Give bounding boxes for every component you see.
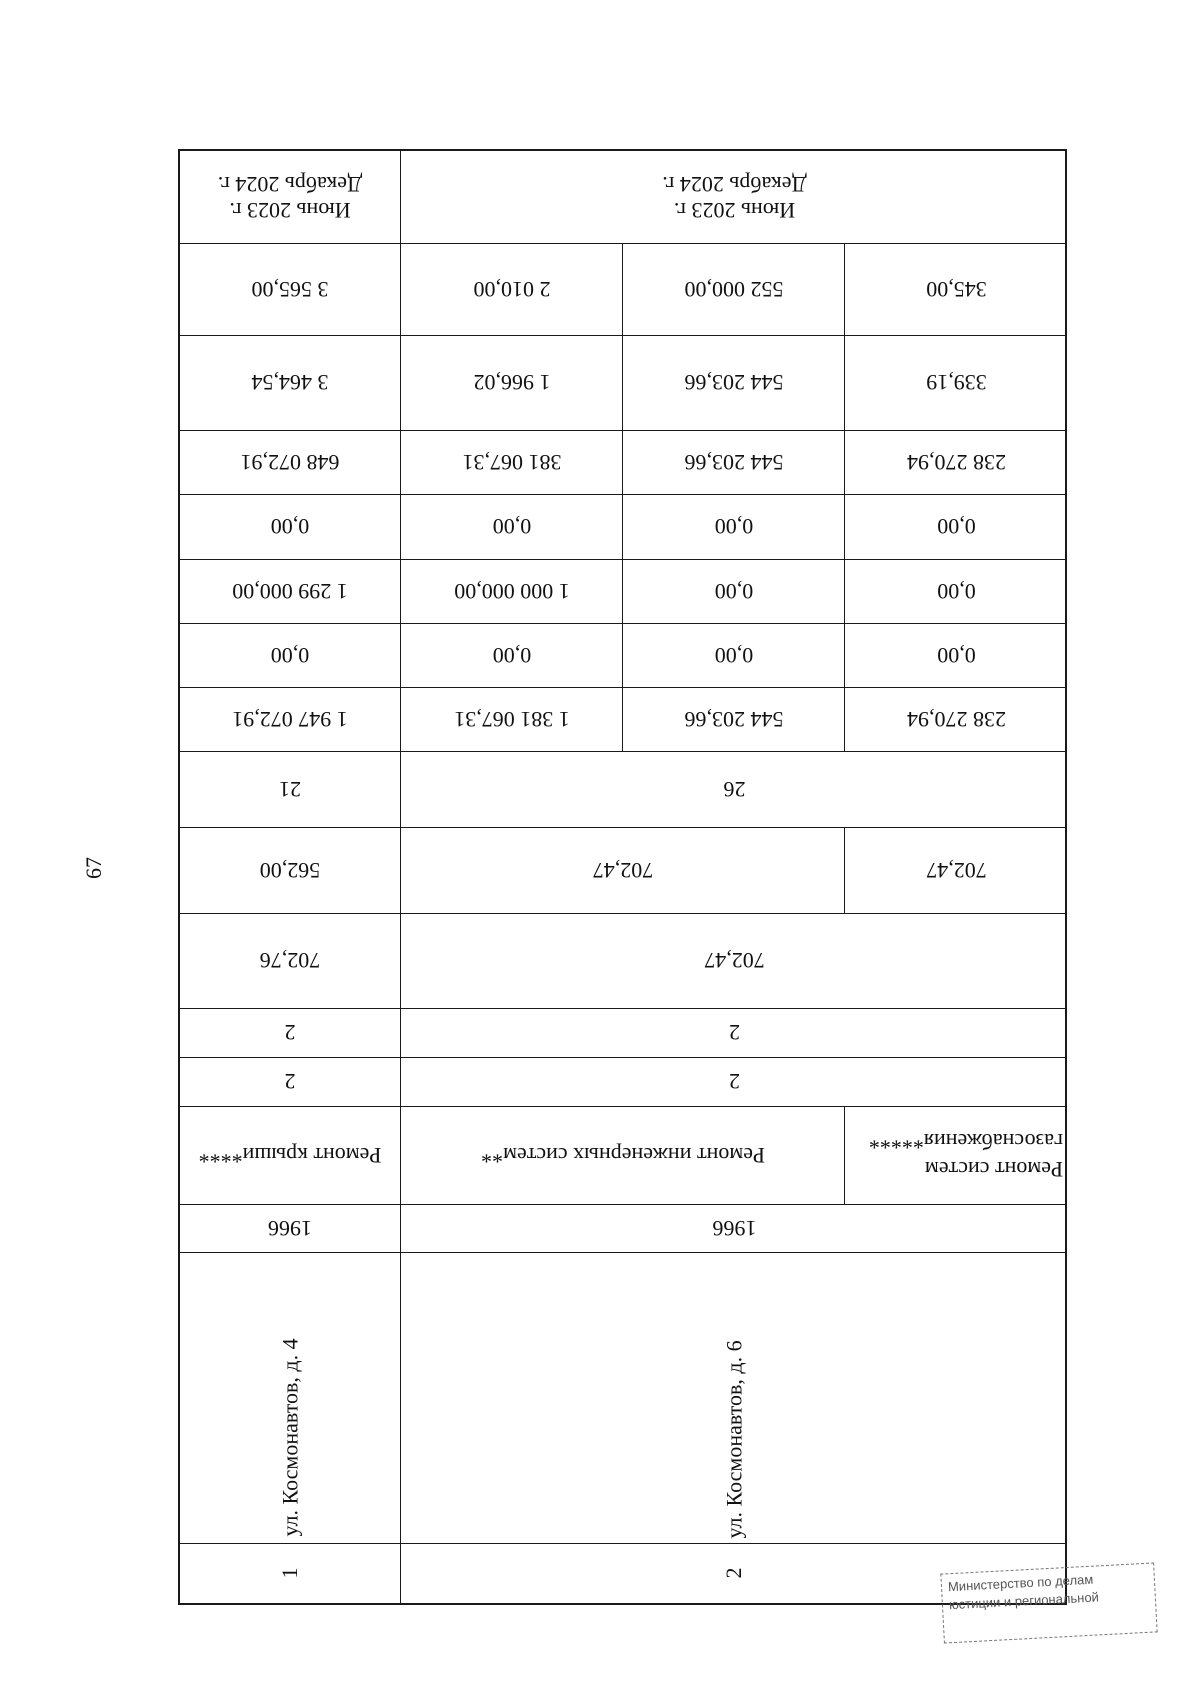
column-divider (844, 1106, 845, 1204)
work-type-cell: Ремонт инженерных систем** (481, 1143, 765, 1168)
value-cell: 339,19 (926, 370, 987, 396)
value-cell: 0,00 (492, 514, 532, 540)
work-type-cell: Ремонт систем газоснабжения***** (868, 1129, 1063, 1182)
value-cell: 21 (279, 777, 301, 802)
stamp-line: Министерство по делам (947, 1571, 1094, 1595)
value-cell: 1 000 000,00 (454, 579, 570, 604)
value-cell: 3 565,00 (251, 277, 329, 302)
value-cell: 1 966,02 (473, 370, 551, 396)
row-index-cell: 1 (277, 1567, 302, 1579)
value-cell: 648 072,91 (240, 450, 340, 475)
value-cell: 552 000,00 (684, 277, 784, 302)
value-cell: 544 203,66 (684, 450, 784, 475)
value-cell: 238 270,94 (907, 707, 1006, 732)
column-divider (622, 243, 623, 751)
column-divider (844, 243, 845, 751)
stamp-line: юстиции и региональной (948, 1589, 1100, 1613)
value-cell: 702,47 (592, 858, 654, 883)
value-cell: 0,00 (714, 579, 754, 604)
address-cell: ул. Космонавтов, д. 4 (277, 1338, 303, 1537)
work-type-cell: Ремонт крыши**** (198, 1143, 382, 1168)
page-number: 67 (81, 857, 106, 879)
address-cell: ул. Космонавтов, д. 6 (721, 1340, 747, 1539)
value-cell: 544 203,66 (684, 707, 784, 732)
value-cell: 2 (284, 1020, 296, 1046)
value-cell: 544 203,66 (684, 370, 784, 396)
renovation-table (178, 149, 1067, 1605)
value-cell: 702,76 (259, 948, 321, 974)
value-cell: 238 270,94 (907, 450, 1006, 475)
value-cell: 562,00 (259, 858, 321, 883)
value-cell: 0,00 (270, 643, 310, 668)
value-cell: 0,00 (937, 514, 976, 540)
value-cell: 0,00 (714, 514, 754, 540)
value-cell: 3 464,54 (251, 370, 329, 396)
value-cell: 2 (729, 1069, 740, 1095)
value-cell: 702,47 (926, 858, 987, 883)
column-divider (844, 827, 845, 913)
registration-stamp (940, 1562, 1157, 1643)
value-cell: 26 (723, 777, 746, 802)
value-cell: 0,00 (714, 643, 754, 668)
value-cell: 0,00 (492, 643, 532, 668)
value-cell: 2 (284, 1069, 296, 1095)
row-index-cell: 2 (721, 1567, 746, 1579)
value-cell: 1 299 000,00 (232, 579, 348, 604)
period-cell: Июнь 2023 г. Декабрь 2024 г. (662, 172, 807, 223)
value-cell: 2 (729, 1020, 740, 1046)
period-cell: Июнь 2023 г. Декабрь 2024 г. (217, 172, 363, 223)
value-cell: 381 067,31 (462, 450, 562, 475)
value-cell: 1 381 067,31 (454, 707, 570, 732)
value-cell: 702,47 (704, 948, 765, 974)
year-cell: 1966 (712, 1216, 757, 1241)
value-cell: 345,00 (926, 277, 987, 302)
value-cell: 0,00 (937, 579, 976, 604)
value-cell: 0,00 (937, 643, 976, 668)
value-cell: 0,00 (270, 514, 310, 540)
value-cell: 2 010,00 (473, 277, 551, 302)
value-cell: 1 947 072,91 (232, 707, 348, 732)
year-cell: 1966 (268, 1216, 312, 1241)
